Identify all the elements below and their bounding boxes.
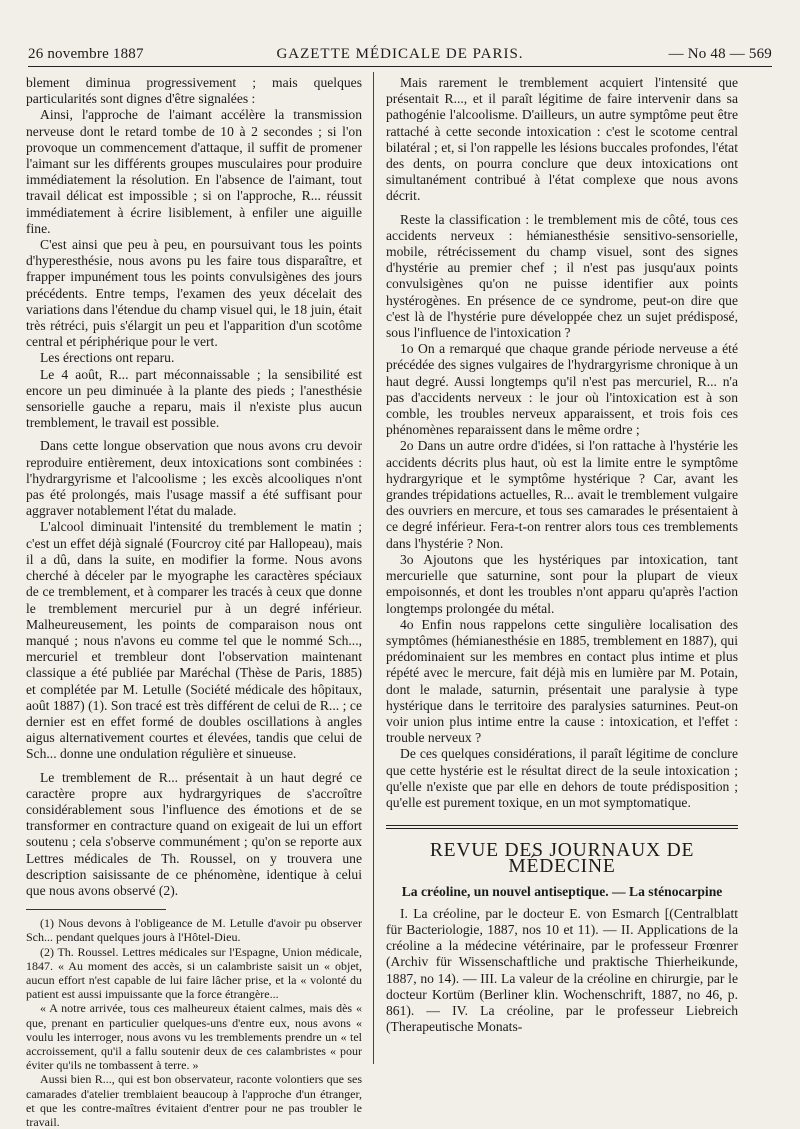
issue-date: 26 novembre 1887 <box>28 46 144 62</box>
paragraph: Dans cette longue observation que nous avons cru devoir reproduire entièrement, deux intoxications sont combinées : l'hydrargyrisme et l'alcoolisme ; les excès alcooliques n'ont pas été prolongés, mais l'usage massif a été suffisant pour aggraver notablement l'état du malade. <box>26 438 362 519</box>
footnote: (1) Nous devons à l'obligeance de M. Letulle d'avoir pu observer Sch... pendant quelques jours à l'Hôtel-Dieu. <box>26 916 362 945</box>
paragraph: Mais rarement le tremblement acquiert l'intensité que présentait R..., et il paraît légitime de faire intervenir dans sa pathogénie l'alcoolisme. D'ailleurs, un autre symptôme peut être rattaché à cette seconde intoxication : c'est le scotome central bilatéral ; et, si l'on rappelle les lésions buccales profondes, l'état des dents, on pourra conclure que deux intoxications ont simultanément contribué à l'état complexe que nous avons décrit. <box>386 75 738 204</box>
paragraph: L'alcool diminuait l'intensité du tremblement le matin ; c'est un effet déjà signalé (Fourcroy cité par Hallopeau), mais il a dû, dans la suite, en modifier la forme. Nous avons cherché à déceler par le myographe les caractères spéciaux de ce tremblement, et à comparer les tracés à ceux que donne le tremblement mercuriel pur à un degré inférieur. Malheureusement, les points de comparaison nous ont manqué ; nous n'avons eu comme tel que le nommé Sch..., mercuriel et trembleur dont l'observation maintenant classique a été publiée par Maréchal (Thèse de Paris, 1885) et complétée par M. Letulle (Société médicale des hôpitaux, août 1887) (1). Son tracé est très différent de celui de R... ; ce dernier est en effet formé de doubles oscillations à angles aigus alternativement courtes et élevées, tandis que celui de Sch... donne une ondulation régulière et sinueuse. <box>26 519 362 762</box>
section-subtitle: La créoline, un nouvel antiseptique. — La sténocarpine <box>401 883 723 899</box>
paragraph: Reste la classification : le tremblement mis de côté, tous ces accidents nerveux : hémianesthésie sensitivo-sensorielle, mobile, rétrécissement du champ visuel, sont des signes d'hystérie au premier chef ; il n'est pas jusqu'aux points convulsigènes qu'on ne puisse identifier aux points hystérogènes. En présence de ce syndrome, peut-on dire que c'est là de l'hystérie pure développée chez un sujet prédisposé, sous l'influence de l'intoxication ? <box>386 211 738 341</box>
paragraph: 1o On a remarqué que chaque grande période nerveuse a été précédée des signes vulgaires de l'hydrargyrisme chronique à un haut degré. Aussi longtemps qu'il n'est pas mercuriel, R... n'a pas d'accidents nerveux : le jour où l'intoxication est à son comble, les troubles nerveux apparaissent, et trois fois ces phénomènes reparaissent dans le même ordre ; <box>386 341 738 438</box>
paragraph: Le tremblement de R... présentait à un haut degré ce caractère propre aux hydrargyriques de s'accroître considérablement sous l'influence des émotions et de se transformer en contracture quand on exigeait de lui un effort soutenu ; cela s'observe communément ; qu'on se reporte aux Lettres médicales de Th. Roussel, on y trouvera une description saisissante de ce phénomène, identique à celui que nous avons observé (2). <box>26 769 362 898</box>
left-column <box>26 75 362 1129</box>
paragraph: Les érections ont reparu. <box>40 350 175 366</box>
column-divider <box>373 72 374 1064</box>
paragraph: 3o Ajoutons que les hystériques par intoxication, tant mercurielle que saturnine, sont pour la plupart de vieux empoisonnés, et dont les troubles n'ont apparu qu'après l'action longtemps prolongée du métal. <box>386 551 738 616</box>
footnote-rule <box>26 909 166 910</box>
footnote: (2) Th. Roussel. Lettres médicales sur l'Espagne, Union médicale, 1847. « Au moment des accès, si un calambriste saisit un « objet, aucun effort n'est capable de lui faire lâcher prise, et la « volonté du patient est aussi impuissante que la force étrangère... <box>26 944 362 1002</box>
journal-title: GAZETTE MÉDICALE DE PARIS. <box>276 46 524 62</box>
paragraph: C'est ainsi que peu à peu, en poursuivant tous les points d'hyperesthésie, nous avons pu les faire tous disparaître, et frapper impunément tous les points convulsigènes des jours précédents. Entre temps, l'examen des yeux décelait des variations dans l'étendue du champ visuel qui, le 18 juin, était très rétréci, puis s'élargit un peu et l'apparition d'un scotôme central et périphérique pour le vert. <box>26 237 362 350</box>
paragraph: Ainsi, l'approche de l'aimant accélère la transmission nerveuse dont le retard tombe de 10 à 2 secondes ; si l'on provoque un commencement d'attaque, il suffit de promener l'aimant sur les différents groupes musculaires pour produire immédiatement la résolution. En l'absence de l'aimant, tout travail délicat est impossible ; si on l'approche, R... réussit immédiatement à écrire lisiblement, à enfiler une aiguille fine. <box>26 107 362 236</box>
paragraph: blement diminua progressivement ; mais quelques particularités sont dignes d'être signalées : <box>26 75 362 107</box>
paragraph: 4o Enfin nous rappelons cette singulière localisation des symptômes (hémianesthésie en 1885, tremblement en 1887), qui prédominaient sur les membres en contact plus intime et plus répété avec le mercure, fait déjà mis en lumière par M. Potain, dont le malade, saturnin, présentait une paralysie à type hystérique dans le territoire des paralysies saturnines. Peut-on voir union plus intime entre la cause : intoxication, et l'effet : trouble nerveux ? <box>386 616 738 746</box>
page-header <box>28 40 772 66</box>
paragraph: I. La créoline, par le docteur E. von Esmarch [(Centralblatt für Bacteriologie, 1887, nos 10 et 11). — II. Applications de la créoline a la médecine vétérinaire, par le professeur Frœnrer (Archiv für Wissenschaftliche und praktische Thierheikunde, 1887, no 14). — III. La valeur de la créoline en chirurgie, par le docteur Kortüm (Berliner klin. Wochenschrift, 1887, no 46, p. 861). — IV. La créoline, par le professeur Liebreich (Therapeutische Monats- <box>386 905 738 1035</box>
section-rule <box>386 825 738 826</box>
paragraph: 2o Dans un autre ordre d'idées, si l'on rattache à l'hystérie les accidents décrits plus haut, où est la limite entre le symptôme hydrargyrique et le symptôme hystérique ? Car, avant les grandes trépidations actuelles, R... avait le tremblement vulgaire des ouvriers en mercure, et tous ses camarades le présentaient à ce degré inférieur. Fera-t-on rentrer alors tous ces tremblements dans l'hystérie ? Non. <box>386 438 738 551</box>
footnote: Aussi bien R..., qui est bon observateur, raconte volontiers que ses camarades d'atelier tremblaient beaucoup à l'approche d'un étranger, et que les contre-maîtres évitaient d'entrer pour ne pas troubler le travail. <box>26 1072 362 1129</box>
section-title: REVUE DES JOURNAUX DE MÉDECINE <box>429 840 695 878</box>
issue-page-number: — No 48 — 569 <box>668 46 772 62</box>
header-rule <box>28 66 772 67</box>
footnote-quote: « A notre arrivée, tous ces malheureux étaient calmes, mais dès « que, prenant en particulier quelques-uns d'entre eux, nous avons « voulu les interroger, nous avons vu les tremblements prendre un « tel accroissement, qu'il a fallu soutenir deux de ces calambristes « pour éviter qu'ils ne tombassent à terre. » <box>26 1001 362 1073</box>
paragraph: De ces quelques considérations, il paraît légitime de conclure que cette hystérie est le résultat direct de la seule intoxication ; qu'elle n'existe que par elle en dehors de toute prédisposition ; qu'elle est purement toxique, en un mot symptomatique. <box>386 746 738 810</box>
section-rule <box>386 828 738 829</box>
paragraph: Le 4 août, R... part méconnaissable ; la sensibilité est encore un peu diminuée à la plante des pieds ; l'anesthésie sensorielle gauche a reparu, mais il n'existe plus aucun tremblement, le travail est possible. <box>26 366 362 431</box>
right-column <box>386 75 738 1035</box>
